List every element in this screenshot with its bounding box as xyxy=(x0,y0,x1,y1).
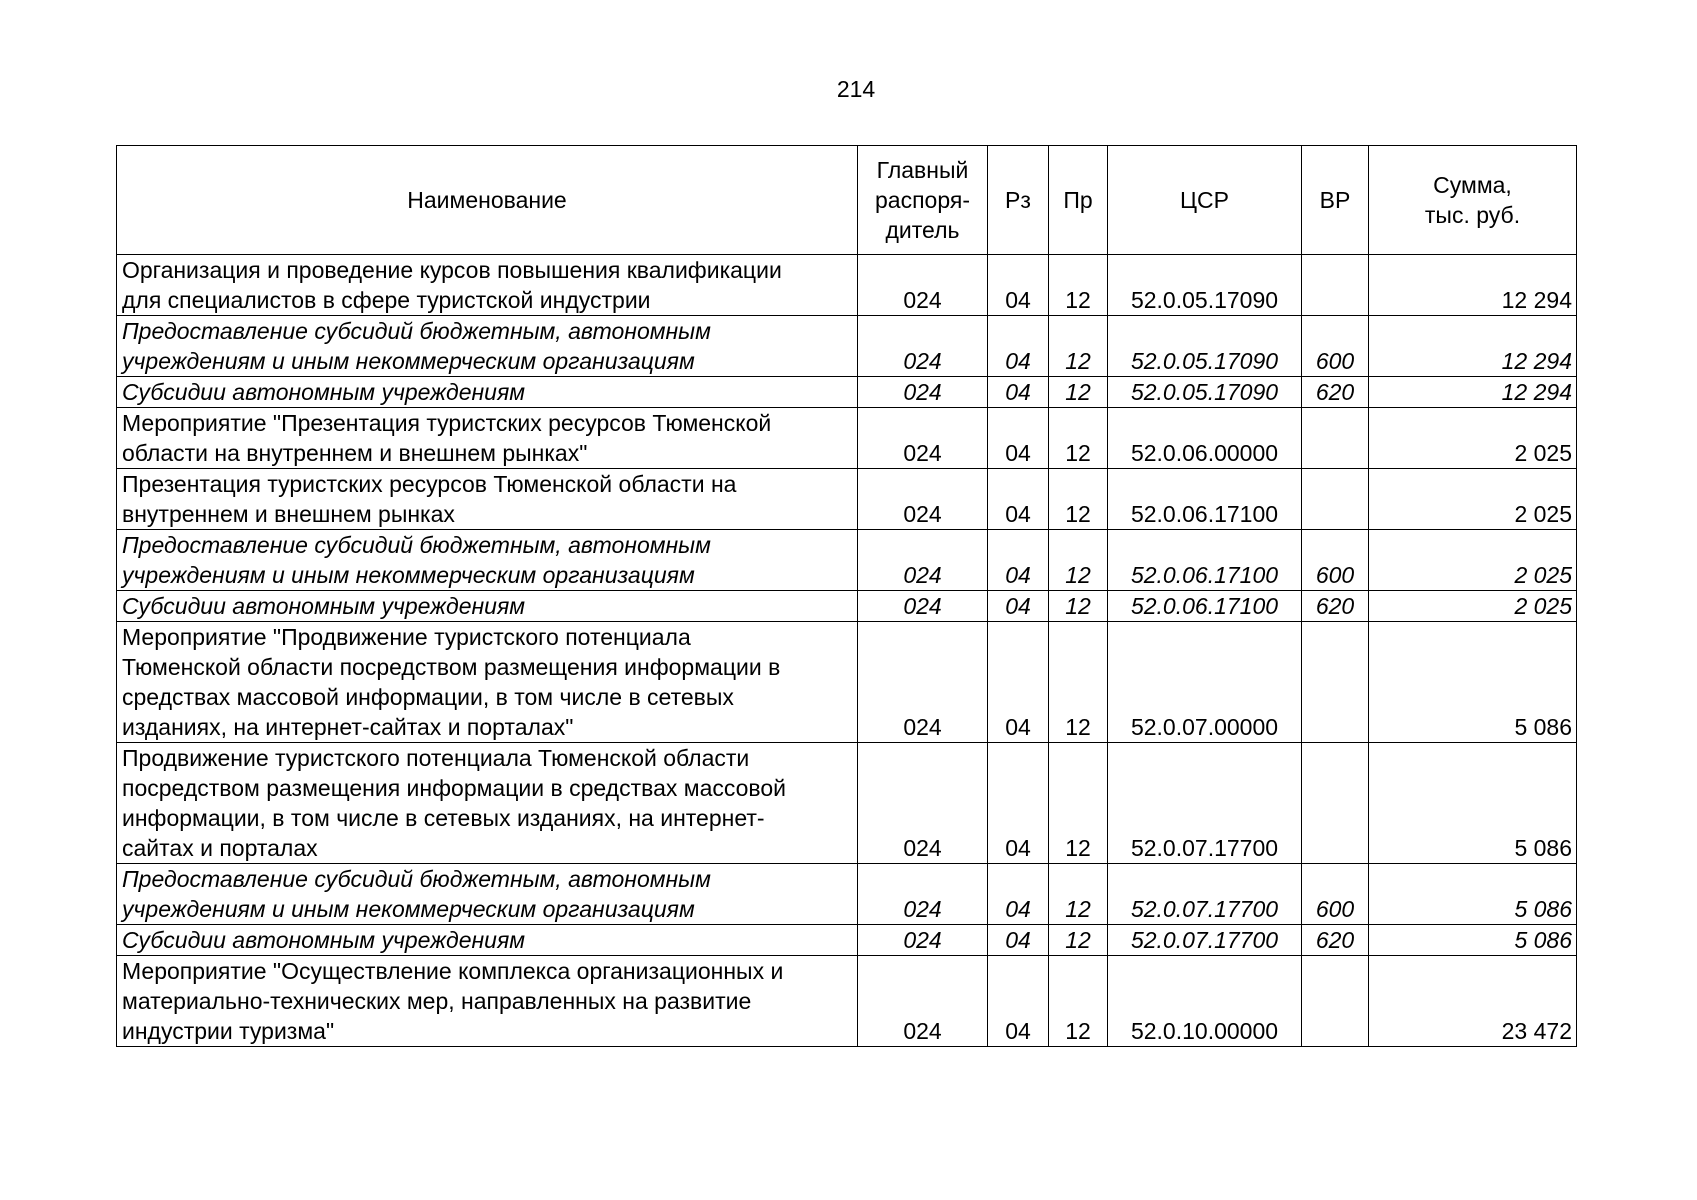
row-name-line: Предоставление субсидий бюджетным, автономным xyxy=(122,532,711,558)
row-csr: 52.0.05.17090 xyxy=(1108,255,1302,316)
row-csr: 52.0.05.17090 xyxy=(1108,377,1302,408)
budget-table xyxy=(116,145,1577,1047)
row-name-line: информации, в том числе в сетевых изданиях, на интернет- xyxy=(122,805,765,831)
row-name-line: области на внутреннем и внешнем рынках" xyxy=(122,440,588,466)
row-csr: 52.0.07.17700 xyxy=(1108,925,1302,956)
row-name xyxy=(117,377,858,408)
row-manager: 024 xyxy=(858,925,988,956)
row-name-line: средствах массовой информации, в том числе в сетевых xyxy=(122,684,734,710)
row-rz: 04 xyxy=(988,408,1049,469)
row-csr: 52.0.06.00000 xyxy=(1108,408,1302,469)
row-vr: 600 xyxy=(1302,316,1369,377)
row-csr: 52.0.07.17700 xyxy=(1108,743,1302,864)
row-name-line: Тюменской области посредством размещения информации в xyxy=(122,654,781,680)
header-csr: ЦСР xyxy=(1108,146,1302,255)
row-rz: 04 xyxy=(988,925,1049,956)
row-name-line: Предоставление субсидий бюджетным, автономным xyxy=(122,866,711,892)
row-sum: 2 025 xyxy=(1369,591,1577,622)
header-manager-line: Главный xyxy=(876,157,969,183)
row-csr: 52.0.07.17700 xyxy=(1108,864,1302,925)
row-name xyxy=(117,408,858,469)
row-manager: 024 xyxy=(858,591,988,622)
row-manager: 024 xyxy=(858,469,988,530)
row-sum: 5 086 xyxy=(1369,864,1577,925)
row-sum: 2 025 xyxy=(1369,469,1577,530)
row-manager: 024 xyxy=(858,956,988,1047)
row-name-line: посредством размещения информации в средствах массовой xyxy=(122,775,787,801)
row-manager: 024 xyxy=(858,408,988,469)
row-manager: 024 xyxy=(858,864,988,925)
row-rz: 04 xyxy=(988,469,1049,530)
header-sum-line: тыс. руб. xyxy=(1424,202,1521,228)
row-name xyxy=(117,622,858,743)
row-rz: 04 xyxy=(988,255,1049,316)
row-sum: 5 086 xyxy=(1369,743,1577,864)
row-name-line: изданиях, на интернет-сайтах и порталах" xyxy=(122,714,574,740)
row-name xyxy=(117,591,858,622)
row-name-line: Предоставление субсидий бюджетным, автономным xyxy=(122,318,711,344)
row-name-line: Продвижение туристского потенциала Тюменской области xyxy=(122,745,750,771)
row-sum: 5 086 xyxy=(1369,925,1577,956)
table-row xyxy=(117,864,1577,925)
row-name-line: Мероприятие "Презентация туристских ресурсов Тюменской xyxy=(122,410,772,436)
row-vr xyxy=(1302,408,1369,469)
row-name-line: учреждениям и иным некоммерческим организациям xyxy=(122,348,695,374)
row-vr: 620 xyxy=(1302,377,1369,408)
table-row xyxy=(117,316,1577,377)
row-name-line: Мероприятие "Продвижение туристского потенциала xyxy=(122,624,691,650)
row-manager: 024 xyxy=(858,530,988,591)
row-pr: 12 xyxy=(1049,864,1108,925)
row-sum: 2 025 xyxy=(1369,530,1577,591)
row-sum: 5 086 xyxy=(1369,622,1577,743)
row-name-line: Субсидии автономным учреждениям xyxy=(122,593,526,619)
table-row xyxy=(117,591,1577,622)
row-name xyxy=(117,255,858,316)
row-pr: 12 xyxy=(1049,469,1108,530)
row-name-line: Презентация туристских ресурсов Тюменской области на xyxy=(122,471,737,497)
header-name: Наименование xyxy=(117,146,858,255)
row-csr: 52.0.06.17100 xyxy=(1108,591,1302,622)
row-name-line: Организация и проведение курсов повышения квалификации xyxy=(122,257,782,283)
row-name-line: учреждениям и иным некоммерческим организациям xyxy=(122,896,695,922)
row-name-line: внутреннем и внешнем рынках xyxy=(122,501,455,527)
row-name-line: Субсидии автономным учреждениям xyxy=(122,379,526,405)
row-sum: 12 294 xyxy=(1369,316,1577,377)
row-pr: 12 xyxy=(1049,255,1108,316)
table-row xyxy=(117,469,1577,530)
row-sum: 2 025 xyxy=(1369,408,1577,469)
row-name-line: Мероприятие "Осуществление комплекса организационных и xyxy=(122,958,784,984)
row-name xyxy=(117,864,858,925)
table-row xyxy=(117,956,1577,1047)
header-pr: Пр xyxy=(1049,146,1108,255)
row-pr: 12 xyxy=(1049,377,1108,408)
row-manager: 024 xyxy=(858,377,988,408)
row-name-line: материально-технических мер, направленных на развитие xyxy=(122,988,752,1014)
row-pr: 12 xyxy=(1049,622,1108,743)
row-rz: 04 xyxy=(988,377,1049,408)
row-vr: 620 xyxy=(1302,925,1369,956)
table-row xyxy=(117,377,1577,408)
table-body xyxy=(117,255,1577,1047)
row-csr: 52.0.05.17090 xyxy=(1108,316,1302,377)
row-vr xyxy=(1302,743,1369,864)
row-vr: 600 xyxy=(1302,864,1369,925)
header-sum-line: Сумма, xyxy=(1433,172,1512,198)
row-manager: 024 xyxy=(858,622,988,743)
header-manager-line: дитель xyxy=(885,217,960,243)
row-name xyxy=(117,925,858,956)
row-manager: 024 xyxy=(858,255,988,316)
row-csr: 52.0.06.17100 xyxy=(1108,530,1302,591)
row-vr: 620 xyxy=(1302,591,1369,622)
table-row xyxy=(117,925,1577,956)
header-manager-line: распоря- xyxy=(875,187,970,213)
table-row xyxy=(117,622,1577,743)
table-row xyxy=(117,408,1577,469)
row-name-line: индустрии туризма" xyxy=(122,1018,335,1044)
row-vr: 600 xyxy=(1302,530,1369,591)
row-name-line: Субсидии автономным учреждениям xyxy=(122,927,526,953)
row-name xyxy=(117,469,858,530)
row-name-line: для специалистов в сфере туристской индустрии xyxy=(122,287,651,313)
row-csr: 52.0.06.17100 xyxy=(1108,469,1302,530)
row-pr: 12 xyxy=(1049,530,1108,591)
header-rz: Рз xyxy=(988,146,1049,255)
header-row xyxy=(117,146,1577,255)
row-pr: 12 xyxy=(1049,925,1108,956)
row-vr xyxy=(1302,622,1369,743)
header-manager xyxy=(858,146,988,255)
header-sum xyxy=(1369,146,1577,255)
row-name xyxy=(117,743,858,864)
row-csr: 52.0.10.00000 xyxy=(1108,956,1302,1047)
row-pr: 12 xyxy=(1049,316,1108,377)
row-name xyxy=(117,956,858,1047)
row-name xyxy=(117,316,858,377)
table-row xyxy=(117,743,1577,864)
row-manager: 024 xyxy=(858,743,988,864)
row-vr xyxy=(1302,469,1369,530)
row-manager: 024 xyxy=(858,316,988,377)
row-rz: 04 xyxy=(988,743,1049,864)
table-row xyxy=(117,530,1577,591)
row-pr: 12 xyxy=(1049,956,1108,1047)
row-vr xyxy=(1302,255,1369,316)
row-rz: 04 xyxy=(988,956,1049,1047)
header-vr: ВР xyxy=(1302,146,1369,255)
row-pr: 12 xyxy=(1049,591,1108,622)
row-pr: 12 xyxy=(1049,743,1108,864)
row-vr xyxy=(1302,956,1369,1047)
row-name-line: учреждениям и иным некоммерческим организациям xyxy=(122,562,695,588)
row-csr: 52.0.07.00000 xyxy=(1108,622,1302,743)
row-rz: 04 xyxy=(988,316,1049,377)
row-sum: 12 294 xyxy=(1369,377,1577,408)
row-sum: 23 472 xyxy=(1369,956,1577,1047)
row-name xyxy=(117,530,858,591)
table-row xyxy=(117,255,1577,316)
row-rz: 04 xyxy=(988,622,1049,743)
row-rz: 04 xyxy=(988,591,1049,622)
row-name-line: сайтах и порталах xyxy=(122,835,318,861)
page-number: 214 xyxy=(836,76,876,102)
row-sum: 12 294 xyxy=(1369,255,1577,316)
row-pr: 12 xyxy=(1049,408,1108,469)
row-rz: 04 xyxy=(988,530,1049,591)
row-rz: 04 xyxy=(988,864,1049,925)
